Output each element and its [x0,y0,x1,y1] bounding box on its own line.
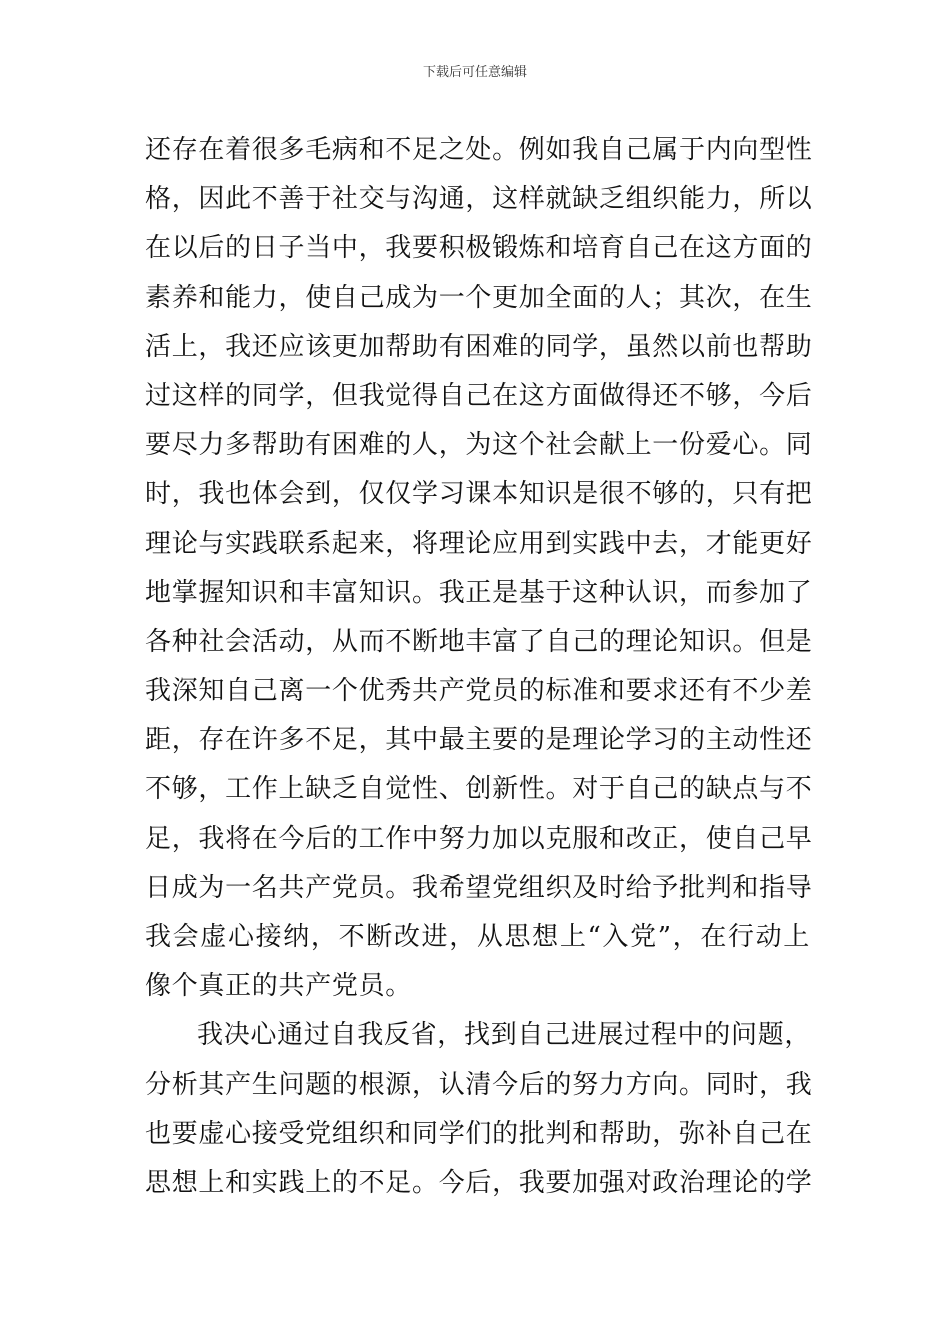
text-line: 在以后的日子当中，我要积极锻炼和培育自己在这方面的 [145,233,813,264]
text-line: 素养和能力，使自己成为一个更加全面的人；其次，在生 [145,282,813,313]
text-line: 活上，我还应该更加帮助有困难的同学，虽然以前也帮助 [145,331,813,362]
text-line: 要尽力多帮助有困难的人，为这个社会献上一份爱心。同 [145,430,813,461]
text-line: 各种社会活动，从而不断地丰富了自己的理论知识。但是 [145,626,813,657]
text-line: 分析其产生问题的根源，认清今后的努力方向。同时，我 [145,1069,813,1100]
paragraph [145,126,813,1011]
text-line: 距，存在许多不足，其中最主要的是理论学习的主动性还 [145,725,813,756]
page-header: 下载后可任意编辑 [422,65,527,80]
text-line: 足，我将在今后的工作中努力加以克服和改正，使自己早 [145,823,813,854]
text-line: 像个真正的共产党员。 [145,971,413,1002]
text-line: 日成为一名共产党员。我希望党组织及时给予批判和指导 [145,872,813,903]
text-line: 也要虚心接受党组织和同学们的批判和帮助，弥补自己在 [145,1118,813,1149]
text-line: 地掌握知识和丰富知识。我正是基于这种认识，而参加了 [145,577,813,608]
text-line: 我深知自己离一个优秀共产党员的标准和要求还有不少差 [145,676,813,707]
text-line: 我会虚心接纳，不断改进，从思想上“入党”，在行动上 [145,922,810,952]
text-line: 理论与实践联系起来，将理论应用到实践中去，才能更好 [145,528,813,559]
text-line: 过这样的同学，但我觉得自己在这方面做得还不够，今后 [145,380,813,411]
text-line: 不够，工作上缺乏自觉性、创新性。对于自己的缺点与不 [145,774,813,805]
text-line: 思想上和实践上的不足。今后，我要加强对政治理论的学 [145,1167,813,1198]
text-line: 还存在着很多毛病和不足之处。例如我自己属于内向型性 [145,135,813,165]
text-line: 格，因此不善于社交与沟通，这样就缺乏组织能力，所以 [145,184,813,215]
document-body [145,126,813,1208]
paragraph [145,1011,813,1208]
text-line: 我决心通过自我反省，找到自己进展过程中的问题， [197,1020,812,1051]
text-line: 时，我也体会到，仅仅学习课本知识是很不够的，只有把 [145,479,813,510]
